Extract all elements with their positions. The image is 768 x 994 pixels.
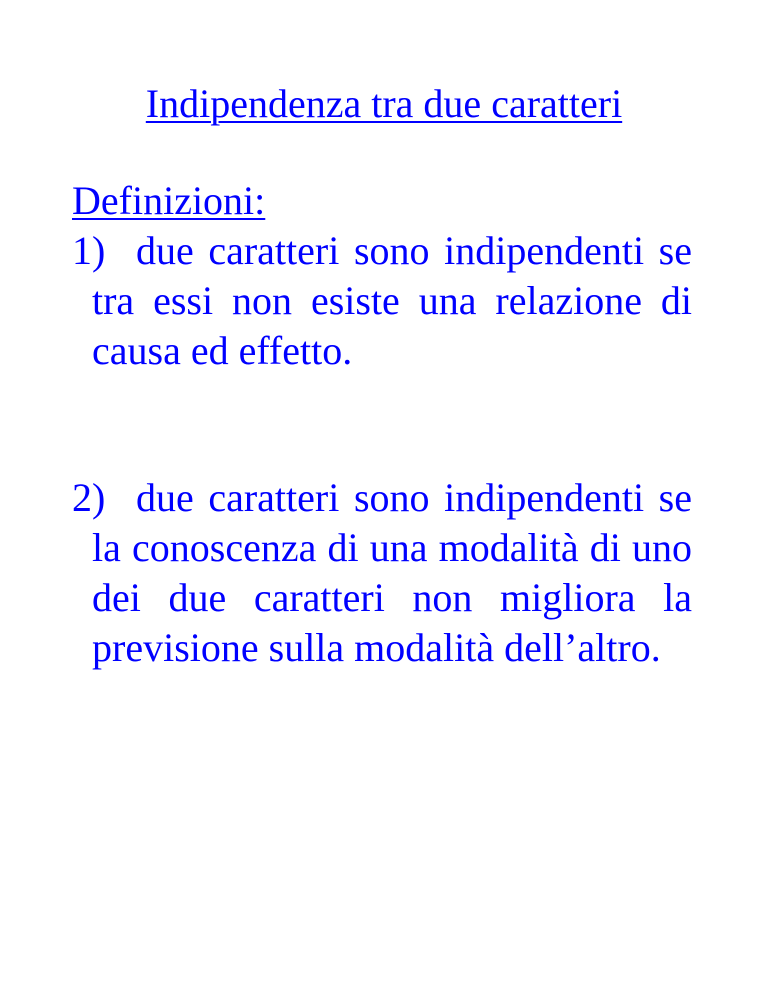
definition-text-2: due caratteri sono indipendenti se la conoscenza di una modalità di uno dei due caratteri non migliora la previsione sulla modalità dell’altro. [92, 475, 692, 670]
definition-text-1: due caratteri sono indipendenti se tra essi non esiste una relazione di causa ed effetto. [92, 228, 692, 373]
definition-item-2 [72, 473, 692, 673]
definition-number-2: 2) [72, 475, 106, 520]
page-title: Indipendenza tra due caratteri [145, 81, 623, 126]
definitions-heading: Definizioni: [72, 178, 266, 223]
definition-item-1 [72, 226, 692, 376]
definition-number-1: 1) [72, 228, 106, 273]
